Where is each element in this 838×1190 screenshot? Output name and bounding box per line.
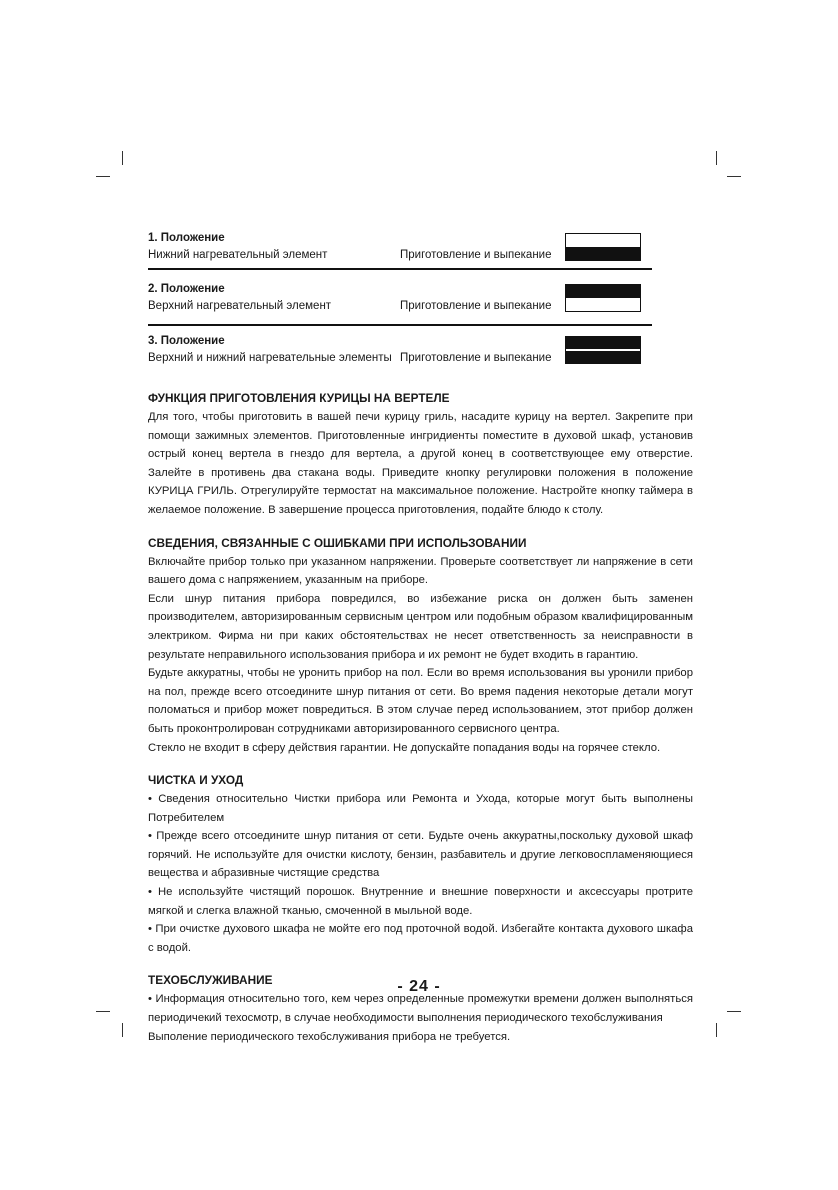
section-heading: ТЕХОБСЛУЖИВАНИЕ <box>148 973 273 988</box>
cleaning-section <box>148 772 693 957</box>
section-paragraph: Если шнур питания прибора повредился, во избежание риска он должен быть заменен производителем, авторизированным сервисным центром или подобным образом квалифицированным электриком. Фирма ни при каких обстоятельствах не несет ответственность за неисправности в результате неправильного использования прибора и их ремонт не будет входить в гарантию. <box>148 592 693 661</box>
crop-mark-bottom-left-v <box>122 1023 123 1037</box>
position-title: 1. Положение <box>148 232 225 244</box>
page-content <box>148 231 693 1046</box>
position-1-block <box>148 231 693 277</box>
page-number: - 24 - <box>397 978 441 995</box>
divider-rule <box>148 324 652 326</box>
position-2-block <box>148 282 693 328</box>
section-paragraph: Будьте аккуратны, чтобы не уронить прибор на пол. Если во время использования вы уронили прибор на пол, прежде всего отсоедините шнур питания от сети. Во время падения некоторые детали могут поломаться и прибор может повредиться. В этом случае перед использованием, этот прибор должен быть проконтролирован сотрудниками авторизированного сервисного центра. <box>148 667 693 735</box>
position-element: Верхний и нижний нагревательные элементы <box>148 352 392 364</box>
section-paragraph: • При очистке духового шкафа не мойте его под проточной водой. Избегайте контакта духового шкафа с водой. <box>148 923 693 954</box>
crop-mark-top-left-v <box>122 151 123 165</box>
bottom-heater-icon <box>565 233 641 261</box>
divider-rule <box>148 268 652 270</box>
position-mode: Приготовление и выпекание <box>400 352 552 364</box>
section-paragraph: • Информация относительно того, кем через определенные промежутки времени должен выполняться периодичекий техосмотр, в случае необходимости выполнения периодического техобслуживания <box>148 993 693 1025</box>
crop-mark-bottom-right-h <box>727 1011 741 1012</box>
position-element: Верхний нагревательный элемент <box>148 300 332 312</box>
section-paragraph: Включайте прибор только при указанном напряжении. Проверьте соответствует ли напряжение в сети вашего дома с напряжением, указанным на приборе. <box>148 555 693 587</box>
crop-mark-bottom-right-v <box>716 1023 717 1037</box>
usage-errors-section <box>148 535 693 758</box>
section-paragraph: • Не используйте чистящий порошок. Внутренние и внешние поверхности и аксессуары протрите мягкой и слегка влажной тканью, смоченной в мыльной воде. <box>148 886 693 917</box>
section-paragraph: Для того, чтобы приготовить в вашей печи курицу гриль, насадите курицу на вертел. Закрепите при помощи зажимных элементов. Приготовленные ингридиенты поместите в духовой шкаф, установив острый конец вертела в гнездо для вертела, а другой конец в соответствующее ему отверстие. Залейте в противень два стакана воды. Приведите кнопку регулировки положения в положение КУРИЦА ГРИЛЬ. Отрегулируйте термостат на максимальное положение. Настройте кнопку таймера в желаемое положение. В завершение процесса приготовления, подайте блюдо к столу. <box>148 411 693 516</box>
crop-mark-top-right-h <box>727 176 741 177</box>
rotisserie-section <box>148 390 693 520</box>
crop-mark-bottom-left-h <box>96 1011 110 1012</box>
crop-mark-top-right-v <box>716 151 717 165</box>
section-heading: ЧИСТКА И УХОД <box>148 773 244 788</box>
crop-mark-top-left-h <box>96 176 110 177</box>
section-paragraph: • Сведения относительно Чистки прибора или Ремонта и Ухода, которые могут быть выполнены Потребителем <box>148 793 693 824</box>
position-title: 2. Положение <box>148 283 225 295</box>
section-paragraph: Выполение периодического техобслуживания прибора не требуется. <box>148 1030 511 1043</box>
section-paragraph: • Прежде всего отсоедините шнур питания от сети. Будьте очень аккуратны,поскольку духовой шкаф горячий. Не используйте для очистки кислоту, бензин, разбавитель и другие легковоспламеняющиеся вещества и абразивные чистящие средства <box>148 830 693 880</box>
position-title: 3. Положение <box>148 335 225 347</box>
section-heading: СВЕДЕНИЯ, СВЯЗАННЫЕ С ОШИБКАМИ ПРИ ИСПОЛЬЗОВАНИИ <box>148 535 527 550</box>
section-heading: ФУНКЦИЯ ПРИГОТОВЛЕНИЯ КУРИЦЫ НА ВЕРТЕЛЕ <box>148 391 450 405</box>
position-mode: Приготовление и выпекание <box>400 300 552 312</box>
position-3-block <box>148 334 693 384</box>
top-heater-icon <box>565 284 641 312</box>
position-element: Нижний нагревательный элемент <box>148 249 328 261</box>
position-mode: Приготовление и выпекание <box>400 249 552 261</box>
section-paragraph: Стекло не входит в сферу действия гарантии. Не допускайте попадания воды на горячее стекло. <box>148 741 661 754</box>
top-bottom-heater-icon <box>565 336 641 364</box>
